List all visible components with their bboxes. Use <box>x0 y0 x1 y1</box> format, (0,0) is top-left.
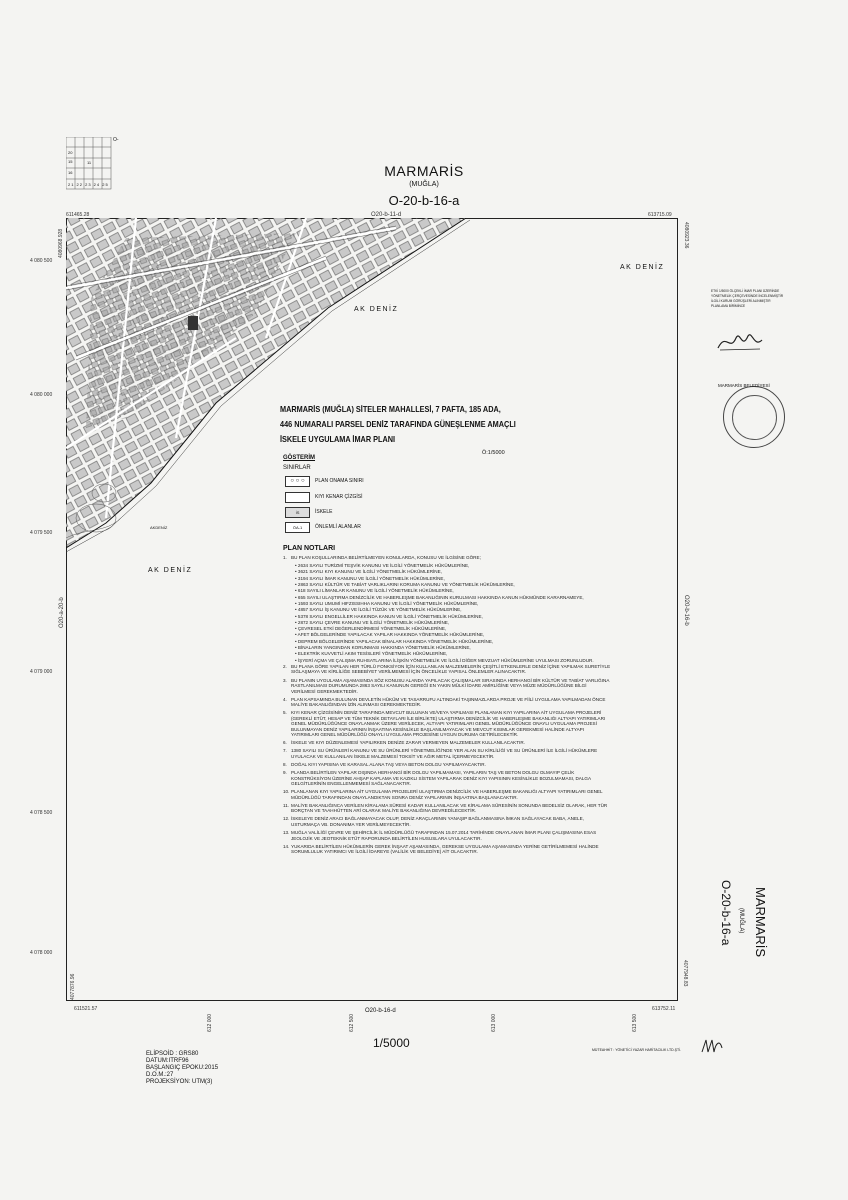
northing-label: 4 078 500 <box>30 810 53 816</box>
datum-line: PROJEKSİYON: UTM(3) <box>146 1079 213 1085</box>
right-edge-coordinate-bottom: 4077948.83 <box>682 960 688 987</box>
plan-note-text: BU PLANA GÖRE YAPILAN HER TÜRLÜ FONKSİYON İÇİN KULLANILAN MALZEMELERİN ÇEŞİTLİ ETKENLERLE DENİZ İÇİNE YAPILMAK SURETİYLE SIĞLAŞMAYA VE KİRLİLİĞE SEBEBİYET VERİLMEMESİ İÇİN ÖNCELİKLE YAPISAL ÖNLEMLER ALINACAKTIR. <box>291 663 611 675</box>
index-grid-row: 11 <box>87 160 92 165</box>
author-signature <box>700 1036 724 1056</box>
plan-note-text: • 618 SAYILI LİMANLAR KANUNU VE İLGİLİ YÖNETMELİK HÜKÜMLERİNE, <box>295 588 454 594</box>
plan-note-text: KIYI KENAR ÇİZGİSİNİN DENİZ TARAFINDA MEVCUT BULUNAN VE/VEYA YAPILMASI PLANLANAN KIYI YAPILARINA AİT UYGULAMA PROJELERİ (GEREKLİ ETÜT, HESAP VE TÜM TEKNİK DETAYLARI İLE BİRLİKTE) ULAŞTIRMA DENİZCİLİK VE HABERLEŞME BAKANLIĞI ALTYAPI YATIRIMLARI GENEL MÜDÜRLÜĞÜNCE ONAYLANMAK ÜZERE VERİLECEK, ALTYAPI YATIRIMLARI GENEL MÜDÜRLÜĞÜNCE ONAYLI UYGULAMA PROJESİ BULUNMAYAN DENİZ YAPILARININ İNŞAATINA KESİNLİKLE BAŞLANILMAYACAK VE MEVCUT KISIMLAR GEREKMESİ HALİNDE ALTYAPI YATIRIMLARI GENEL MÜDÜRLÜĞÜ ONAYLI UYGULAMA PROJESİNE UYGUN DURUMA GETİRİLECEKTİR. <box>291 710 606 738</box>
map-sheet-title: O-20-b-16-a <box>388 193 460 208</box>
plan-note-text: • 2863 SAYILI KÜLTÜR VE TABİAT VARLIKLARINI KORUMA KANUNU VE YÖNETMELİK HÜKÜMLERİNE, <box>295 582 515 587</box>
index-grid-corner-label: O- <box>113 137 119 143</box>
plan-note-number: 10. <box>283 789 290 795</box>
plan-title-line: MARMARİS (MUĞLA) SİTELER MAHALLESİ, 7 PAFTA, 185 ADA, <box>280 404 501 414</box>
plan-scale: Ö:1/5000 <box>482 450 505 456</box>
index-grid-row: 15 <box>68 159 73 164</box>
northing-label: 4 079 500 <box>30 530 53 536</box>
plan-note-item <box>283 663 611 675</box>
legend-symbol-text: ○ ○ ○ <box>290 478 305 484</box>
legend-symbol-shore-line <box>285 492 310 503</box>
stamp-inner-ring <box>732 395 777 440</box>
corner-coordinate-tl: 611465.28 <box>66 212 90 218</box>
plan-note-text: • AFET BÖLGELERİNDE YAPILACAK YAPILAR HAKKINDA YÖNETMELİK HÜKÜMLERİNE, <box>295 632 485 638</box>
plan-note-item <box>295 620 611 626</box>
approval-note-line: İLGİLİ KURUM GÖRÜŞLERİ ALINMIŞTIR <box>711 299 771 303</box>
plan-note-item <box>295 576 611 582</box>
stamp-text: MARMARİS BELEDİYESİ <box>718 383 770 388</box>
northing-label: 4 080 000 <box>30 392 53 398</box>
sea-label: AK DENİZ <box>620 264 665 271</box>
plan-note-item <box>295 651 611 657</box>
plan-note-item <box>283 770 611 787</box>
plan-note-number: 5. <box>283 710 287 716</box>
plan-note-item <box>283 830 611 841</box>
plan-note-item <box>295 582 611 588</box>
plan-note-text: • DEPREM BÖLGELERİNDE YAPILACAK BİNALAR HAKKINDA YÖNETMELİK HÜKÜMLERİNE, <box>295 638 494 644</box>
plan-note-text: • 3194 SAYILI İMAR KANUNU VE İLGİLİ YÖNETMELİK HÜKÜMLERİNE, <box>295 575 445 581</box>
plan-note-number: 6. <box>283 740 287 746</box>
plan-note-number: 11. <box>283 802 290 808</box>
approval-note-line: PLANLAMA BİRİMİNCE <box>711 304 746 308</box>
legend-symbol-plan-boundary <box>285 476 310 487</box>
sea-label: AK DENİZ <box>354 306 399 313</box>
plan-note-text: • 5378 SAYILI ENGELLİLER HAKKINDA KANUN VE İLGİLİ YÖNETMELİK HÜKÜMLERİNE, <box>295 613 483 619</box>
adjacent-sheet-right: O20-b-16-b <box>683 595 689 626</box>
highlighted-block <box>188 316 198 330</box>
plan-note-text: İSKELEYE DENİZ ARACI BAĞLANMAYACAK OLUP, DENİZ ARAÇLARININ YANAŞIP BAĞLANMASINA İMKAN SAĞLAYACAK BABA, ANELE, USTURMAÇA VB. DONANIMA YER VERİLMEYECEKTİR. <box>291 816 584 827</box>
plan-note-item <box>283 762 611 768</box>
legend-heading: GÖSTERİM <box>283 455 316 461</box>
legend-item-label: PLAN ONAMA SINIRI <box>315 478 364 484</box>
side-city-title: MARMARİS <box>753 887 768 958</box>
plan-note-number: 1. <box>283 555 287 560</box>
plan-note-text: MUĞLA VALİLİĞİ ÇEVRE VE ŞEHİRCİLİK İL MÜDÜRLÜĞÜ TARAFINDAN 15.07.2014 TARİHİNDE ONAYLANAN İMAR PLANI ÇALIŞMASINA ESAS JEOLOJİK VE JEOTEKNİK ETÜT RAPORUNDA BELİRTİLEN HUSUSLARA UYULACAKTIR. <box>291 830 597 841</box>
plan-note-text: • 2872 SAYILI ÇEVRE KANUNU VE İLGİLİ YÖNETMELİK HÜKÜMLERİNE, <box>295 619 450 625</box>
side-sheet-title: O-20-b-16-a <box>719 880 733 946</box>
footer-scale: 1/5000 <box>373 1036 410 1050</box>
coast-label: AKDENİZ <box>150 525 168 530</box>
plan-note-text: 1380 SAYILI SU ÜRÜNLERİ KANUNU VE SU ÜRÜNLERİ YÖNETMELİĞİ'NDE YER ALAN SU KİRLİLİĞİ VE SU ÜRÜNLERİ İLE İLGİLİ HÜKÜMLERE UYULACAK VE KULLANILAN İSKELE MALZEMESİ TOKSİT VE AĞIR METAL İÇERMEYECEKTİR. <box>291 748 598 759</box>
plan-note-item <box>283 802 611 814</box>
plan-note-item <box>295 601 611 607</box>
plan-note-number: 4. <box>283 696 287 702</box>
plan-note-number: 9. <box>283 770 287 776</box>
index-grid-row: 20 <box>68 150 73 155</box>
plan-note-item <box>295 563 611 569</box>
plan-note-item <box>295 569 611 575</box>
plan-note-text: İSKELE VE KIYI DÜZENLEMESİ YAPILIRKEN DENİZE ZARAR VERMEYEN MALZEMELER KULLANILACAKTIR. <box>291 740 525 746</box>
plan-note-item <box>283 677 611 695</box>
plan-note-text: PLANLANAN KIYI YAPILARINA AİT UYGULAMA PROJELERİ ULAŞTIRMA DENİZCİLİK VE HABERLEŞME BAKANLIĞI ALTYAPI YATIRIMLARI GENEL MÜDÜRLÜĞÜ TARAFINDAN ONAYLANDIKTAN SONRA DENİZ YAPILARININ İNŞAATINA BAŞLANACAKTIR. <box>291 789 603 800</box>
adjacent-sheet-bottom: O20-b-16-d <box>365 1008 396 1014</box>
legend-item-label: ÖNLEMLİ ALANLAR <box>315 524 361 530</box>
left-edge-coordinate-top: 4080968.928 <box>58 228 64 258</box>
plan-note-item <box>295 607 611 613</box>
plan-note-item <box>283 748 611 759</box>
northing-label: 4 079 000 <box>30 669 53 675</box>
approval-note-line: YÖNETMELİK ÇERÇEVESİNDE İNCELENMİŞTİR <box>711 294 784 298</box>
plan-note-item <box>283 555 611 561</box>
approval-note-line: ETKİ 1/5000 ÖLÇEKLİ İMAR PLANI ÜZERİNDE <box>711 289 780 293</box>
plan-note-text: • 4857 SAYILI İŞ KANUNU VE İLGİLİ TÜZÜK VE YÖNETMELİK HÜKÜMLERİNE, <box>295 607 462 613</box>
northing-label: 4 078 000 <box>30 950 53 956</box>
plan-notes-heading: PLAN NOTLARI <box>283 545 336 552</box>
municipality-stamp <box>718 383 785 448</box>
plan-note-text: • İŞYERİ AÇMA VE ÇALIŞMA RUHSATLARINA İLİŞKİN YÖNETMELİK VE İLGİLİ DİĞER MEVZUAT HÜKÜMLERİNE UYULMASI ZORUNLUDUR. <box>295 657 594 663</box>
legend-symbol-precaution-area <box>285 522 310 533</box>
plan-note-item <box>295 645 611 651</box>
plan-note-text: • 3621 SAYILI KIYI KANUNU VE İLGİLİ YÖNETMELİK HÜKÜMLERİNE, <box>295 569 442 575</box>
plan-note-item <box>283 816 611 827</box>
plan-note-text: • 1593 SAYILI UMUMİ HIFZISSIHHA KANUNU VE İLGİLİ YÖNETMELİK HÜKÜMLERİNE, <box>295 600 479 606</box>
plan-note-text: • 2634 SAYILI TURİZMİ TEŞVİK KANUNU VE İLGİLİ YÖNETMELİK HÜKÜMLERİNE, <box>295 563 470 569</box>
sea-label: AK DENİZ <box>148 567 193 574</box>
plan-note-item <box>295 632 611 638</box>
plan-note-text: DOĞAL KIYI YAPISINA VE KARASAL ALANA TAŞ VEYA BETON DOLGU YAPILMAYACAKTIR. <box>291 762 486 767</box>
plan-note-item <box>295 639 611 645</box>
plan-note-item <box>295 658 611 664</box>
plan-title-line: İSKELE UYGULAMA İMAR PLANI <box>280 434 396 444</box>
legend-item-label: İSKELE <box>315 509 333 515</box>
legend-subheading: SINIRLAR <box>283 465 311 471</box>
plan-note-item <box>283 740 611 746</box>
left-edge-coordinate-bottom: 4077876.96 <box>70 973 76 1000</box>
datum-line: BAŞLANGIÇ EPOKU:2015 <box>146 1065 219 1071</box>
plan-note-text: • ÇEVRESEL ETKİ DEĞERLENDİRMESİ YÖNETMELİK HÜKÜMLERİNE, <box>295 626 447 632</box>
plan-note-text: PLANDA BELİRTİLEN YAPILAR DIŞINDA HERHANGİ BİR DOLGU YAPILMAMASI, YAPILARIN TAŞ VE BETON DOLGU OLMAYIP ÇELİK KONSTRÜKSİYON ÜZERİNE AHŞAP KAPLAMA VE KAZIKLI SİSTEM YAPILARAK DENİZ KIYI YAPISININ KESİNLİKLE BOZULMAMASI, DALGA GELGİTLERİNİN ENGELLENMEMESİ SAĞLANACAKTIR. <box>291 770 591 787</box>
plan-note-number: 7. <box>283 748 287 754</box>
plan-note-text: MALİYE BAKANLIĞINCA VERİLEN KİRALAMA SÜRESİ KADAR KULLANILACAK VE KİRALAMA SÜRESİNİN SONUNDA BEDELSİZ OLARAK, HER TÜR BORÇTAN VE TAAHHÜTTEN ARİ OLARAK MALİYE BAKANLIĞINA DEVREDİLECEKTİR. <box>291 802 608 814</box>
legend-symbol-text: ÖA-1 <box>292 525 303 530</box>
plan-note-text: • BİNALARIN YANGINDAN KORUNMASI HAKKINDA YÖNETMELİK HÜKÜMLERİNE, <box>295 645 471 650</box>
map-province-title: (MUĞLA) <box>409 181 439 188</box>
plan-note-text: YUKARIDA BELİRTİLEN HÜKÜMLERİN GEREK İNŞAAT AŞAMASINDA, GEREKSE UYGULAMA AŞAMASINDA YERİNE GETİRİLMEMESİ HALİNDE SORUMLULUK YATIRIMCI VE İLGİLİ İDAREYE (VALİLİK VE BELEDİYE) AİT OLACAKTIR. <box>291 843 599 855</box>
plan-title-line: 446 NUMARALI PARSEL DENİZ TARAFINDA GÜNEŞLENME AMAÇLI <box>280 419 516 429</box>
northing-label: 4 080 500 <box>30 258 53 264</box>
corner-coordinate-br: 613752.11 <box>652 1006 676 1012</box>
easting-label: 613 000 <box>491 1013 497 1032</box>
corner-coordinate-tr: 613715.09 <box>648 212 672 218</box>
legend-item-label: KIYI KENAR ÇİZGİSİ <box>315 494 363 500</box>
plan-note-item <box>295 588 611 594</box>
legend-symbol-text: İS <box>295 510 300 515</box>
plan-note-item <box>283 710 611 738</box>
corner-coordinate-bl: 611521.57 <box>74 1006 98 1012</box>
legend-symbol-pier <box>285 507 310 518</box>
author-credit: MÜTEAHHİT : YÖNETİCİ YAZAR HARİTACILIK LTD.ŞTİ. <box>592 1048 682 1052</box>
plan-note-text: • 655 SAYILI ULAŞTIRMA DENİZCİLİK VE HABERLEŞME BAKANLIĞININ KURULMASI HAKKINDA KANUN HÜKMÜNDE KARARNAMEYE, <box>295 594 584 600</box>
plan-note-text: BU PLAN KOŞULLARINDA BELİRTİLMEYEN KONULARDA, KONUSU VE İLGİSİNE GÖRE; <box>291 555 481 560</box>
datum-line: ELİPSOİD : GRS80 <box>146 1051 199 1057</box>
plan-note-number: 8. <box>283 762 287 767</box>
plan-note-number: 12. <box>283 816 290 822</box>
plan-note-item <box>295 595 611 601</box>
index-grid-row: 21 22 23 24 25 <box>68 182 109 187</box>
right-edge-coordinate-top: 4080923.36 <box>683 222 689 249</box>
plan-note-text: • ELEKTRİK KUVVETLİ AKIM TESİSLERİ YÖNETMELİK HÜKÜMLERİNE, <box>295 651 448 657</box>
plan-note-item <box>295 626 611 632</box>
plan-note-item <box>283 843 611 855</box>
signature-mark <box>716 330 766 355</box>
side-province-title: (MUĞLA) <box>738 908 744 934</box>
plan-note-text: PLAN KAPSAMINDA BULUNAN DEVLETİN HÜKÜM VE TASARRUFU ALTINDAKİ TAŞINMAZLARDA PROJE VE FİİLİ UYGULAMA YAPILMADAN ÖNCE MALİYE BAKANLIĞINDAN İZİN ALINMASI GEREKMEKTEDİR. <box>291 696 606 708</box>
datum-info <box>146 1051 218 1086</box>
plan-note-number: 14. <box>283 843 290 849</box>
map-city-title: MARMARİS <box>384 163 464 179</box>
easting-label: 612 500 <box>349 1013 355 1032</box>
plan-note-item <box>283 789 611 800</box>
easting-label: 613 500 <box>632 1013 638 1032</box>
datum-line: D.O.M.:27 <box>146 1072 174 1078</box>
plan-note-text: BU PLANIN UYGULAMA AŞAMASINDA SÖZ KONUSU ALANDA YAPILACAK ÇALIŞMALAR SIRASINDA HERHANGİ BİR KÜLTÜR VE TABİAT VARLIĞINA RASTLANILMASI DURUMUNDA 2863 SAYILI KANUNUN GEREĞİ EN YAKIN MÜLKİ İDARE AMİRLİĞİNE VEYA MÜZE MÜDÜRLÜĞÜNE BİLGİ VERİLMESİ GEREKMEKTEDİR. <box>291 677 610 694</box>
adjacent-sheet-top: O20-b-11-d <box>371 212 402 218</box>
index-grid-row: 16 <box>68 170 73 175</box>
datum-line: DATUM:ITRF96 <box>146 1058 189 1064</box>
adjacent-sheet-left: O20-a-20-b <box>59 597 65 628</box>
plan-note-number: 3. <box>283 677 287 683</box>
plan-note-number: 13. <box>283 830 290 835</box>
easting-label: 612 000 <box>207 1013 213 1032</box>
plan-note-item <box>295 614 611 620</box>
plan-note-number: 2. <box>283 663 287 669</box>
plan-note-item <box>283 696 611 708</box>
